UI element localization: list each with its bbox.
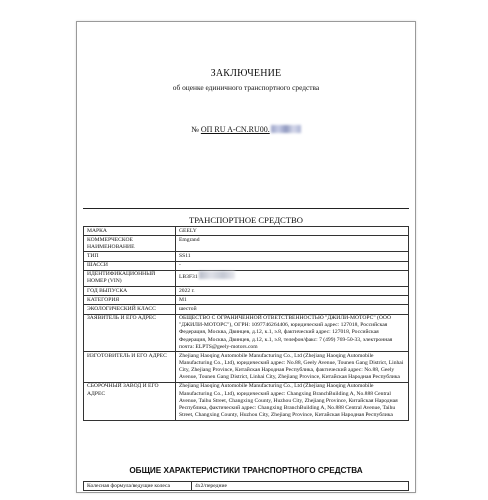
document-subtitle: об оценке единичного транспортного средства — [172, 83, 320, 92]
table-row — [84, 270, 409, 286]
row-value-category: M1 — [176, 296, 409, 305]
vin-visible: LB3F31 — [179, 274, 198, 281]
row-value-applicant: ОБЩЕСТВО С ОГРАНИЧЕННОЙ ОТВЕТСТВЕННОСТЬЮ "ДЖИЛИ-МОТОРС" (ООО "ДЖИЛИ-МОТОРС"), ОГРН: 1097746264406, юридический адрес: 127018, Российская Федерация, Москва, Двинцев, д.12, к.1, э.8, фактический адрес: 127018, Российская Федерация, Москва, Двинцев, д.12, к.1, э.8, телефон/факс: 7 (499) 769-50-33, электронная почта: ELPTS@geely-motors.com — [176, 314, 409, 352]
number-value: ОП RU A-CN.RU00. — [200, 125, 270, 134]
row-label-assembly-plant: СБОРОЧНЫЙ ЗАВОД И ЕГО АДРЕС — [84, 382, 176, 420]
table-row — [84, 382, 409, 420]
redacted-vin-blur — [199, 271, 235, 279]
row-value-chassis: - — [176, 261, 409, 270]
row-value-year: 2022 г. — [176, 287, 409, 296]
section-title-vehicle: ТРАНСПОРТНОЕ СРЕДСТВО — [189, 215, 303, 225]
section-title-characteristics: ОБЩИЕ ХАРАКТЕРИСТИКИ ТРАНСПОРТНОГО СРЕДСТВА — [129, 466, 363, 475]
table-row — [84, 314, 409, 352]
row-label-commercial-name: КОММЕРЧЕСКОЕ НАИМЕНОВАНИЕ — [84, 236, 176, 252]
row-label-wheel-formula: Колесная формула/ведущие колеса — [84, 482, 192, 491]
table-row — [84, 287, 409, 296]
row-label-year: ГОД ВЫПУСКА — [84, 287, 176, 296]
document-title: ЗАКЛЮЧЕНИЕ — [210, 68, 282, 79]
document-number — [77, 125, 415, 134]
table-row — [84, 261, 409, 270]
table-row — [84, 352, 409, 383]
row-value-manufacturer: Zhejiang Haoqing Automobile Manufacturing Co., Ltd (Zhejiang Haoqing Automobile Manufacturing Co., Ltd), юридический адрес: No.88, Geely Avenue, Tounen Gang District, Linhai City, Zhejiang Province, Китайская Народная Республика, фактический адрес: No.88, Geely Avenue, Tounen Gang District, Linhai City, Zhejiang Province, Китайская Народная Республика — [176, 352, 409, 383]
table-row — [84, 296, 409, 305]
row-label-applicant: ЗАЯВИТЕЛЬ И ЕГО АДРЕС — [84, 314, 176, 352]
table-row — [84, 305, 409, 314]
table-row — [84, 227, 409, 236]
row-label-category: КАТЕГОРИЯ — [84, 296, 176, 305]
row-label-brand: МАРКА — [84, 227, 176, 236]
row-value-eco-class: шестой — [176, 305, 409, 314]
row-value-wheel-formula: 4х2/передние — [192, 482, 409, 491]
section-divider — [83, 208, 409, 209]
row-value-brand: GEELY — [176, 227, 409, 236]
table-row — [84, 236, 409, 252]
redacted-number-blur — [271, 125, 301, 133]
row-value-commercial-name: Emgrand — [176, 236, 409, 252]
row-label-eco-class: ЭКОЛОГИЧЕСКИЙ КЛАСС — [84, 305, 176, 314]
vehicle-info-table — [83, 226, 409, 421]
document-page — [76, 21, 416, 493]
row-value-type: SS11 — [176, 252, 409, 261]
row-label-manufacturer: ИЗГОТОВИТЕЛЬ И ЕГО АДРЕС — [84, 352, 176, 383]
table-row — [84, 252, 409, 261]
table-row — [84, 482, 409, 491]
row-value-vin — [176, 270, 409, 286]
row-value-assembly-plant: Zhejiang Haoqing Automobile Manufacturing Co., Ltd (Zhejiang Haoqing Automobile Manufacturing Co., Ltd), юридический адрес: Changxing BranchBuilding A, No.888 Central Avenue, Taihu Street, Changxing County, Huzhou City, Zhejiang Province, Китайская Народная Республика, фактический адрес: Changxing BranchBuilding A, No.888 Central Avenue, Taihu Street, Changxing County, Huzhou City, Zhejiang Province, Китайская Народная Республика — [176, 382, 409, 420]
row-label-vin: ИДЕНТИФИКАЦИОННЫЙ НОМЕР (VIN) — [84, 270, 176, 286]
row-label-chassis: ШАССИ — [84, 261, 176, 270]
row-label-type: ТИП — [84, 252, 176, 261]
number-prefix: № — [191, 125, 201, 134]
characteristics-table — [83, 481, 409, 491]
